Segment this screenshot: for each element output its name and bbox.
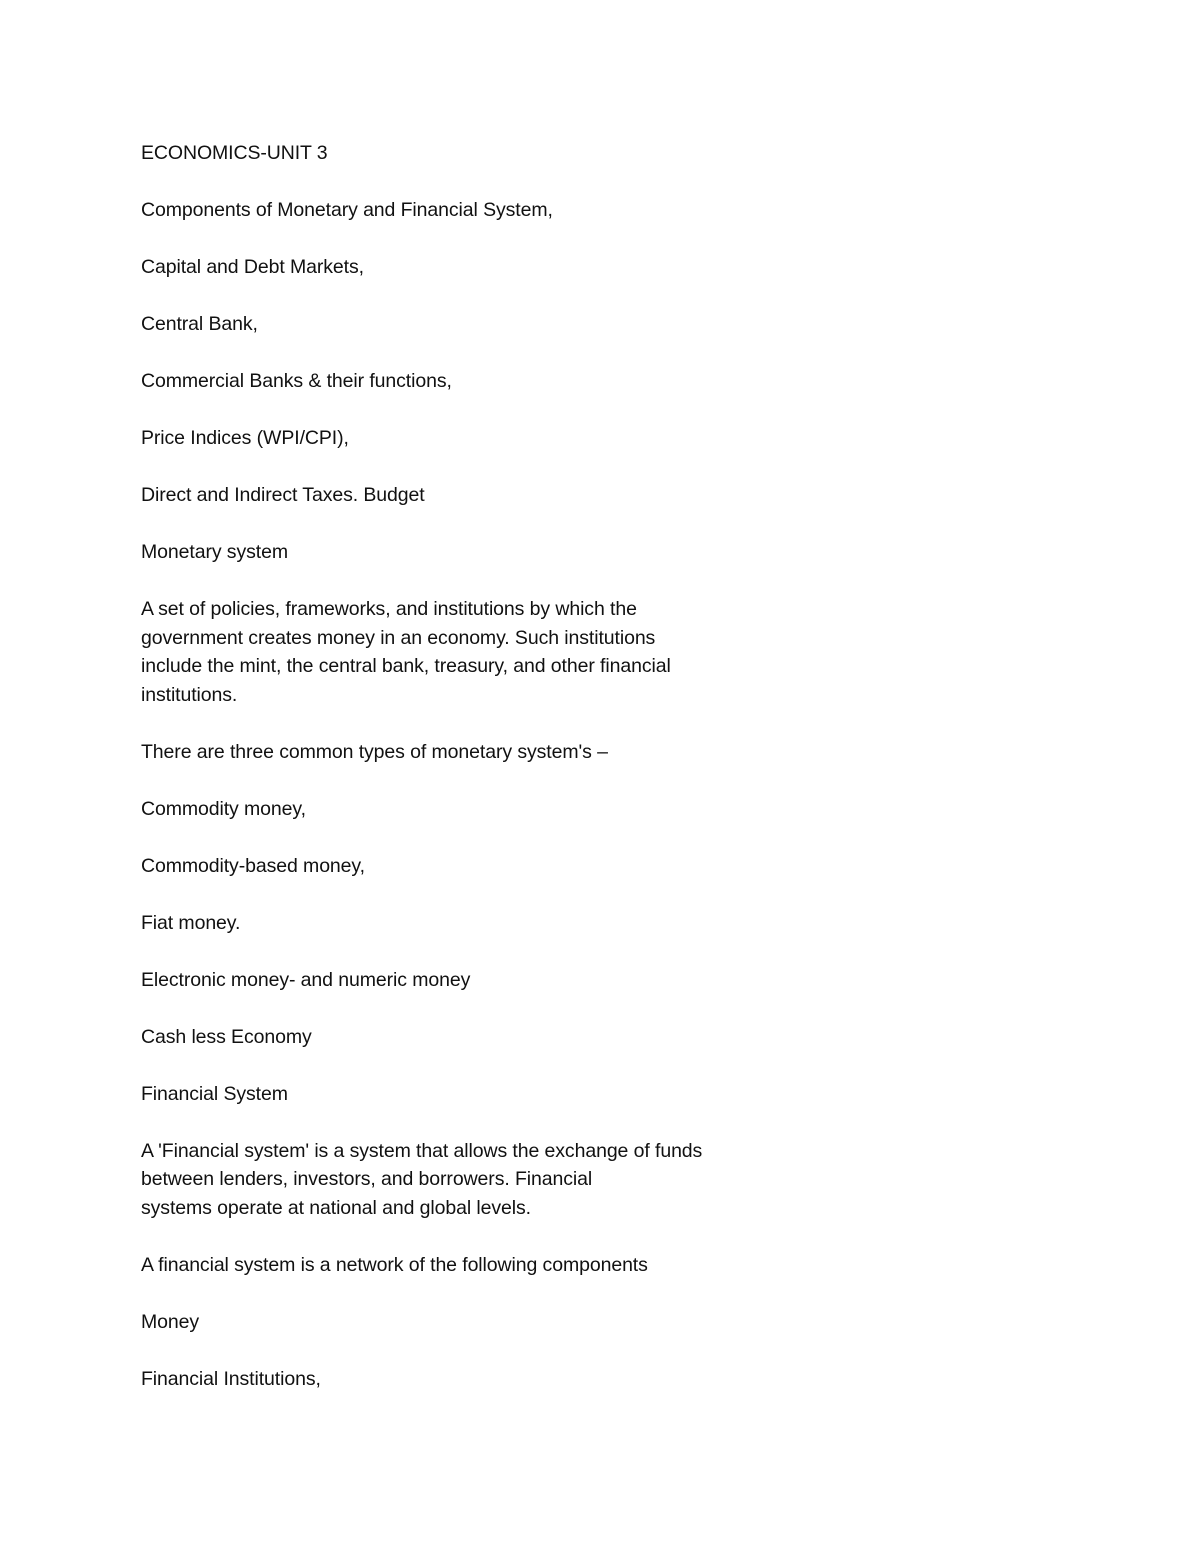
definition-line: systems operate at national and global levels. (141, 1196, 531, 1219)
definition-line: A set of policies, frameworks, and institutions by which the (141, 598, 637, 620)
topic-item: Direct and Indirect Taxes. Budget (141, 484, 425, 506)
monetary-type-item: Electronic money- and numeric money (141, 968, 471, 991)
monetary-system-heading: Monetary system (141, 541, 288, 563)
topic-item: Commercial Banks & their functions, (141, 370, 452, 392)
monetary-type-item: Commodity money, (141, 797, 306, 820)
definition-line: A 'Financial system' is a system that allows the exchange of funds (141, 1139, 703, 1162)
document-title: ECONOMICS-UNIT 3 (141, 142, 328, 164)
monetary-types-intro: There are three common types of monetary system's – (141, 740, 608, 763)
financial-components-intro: A financial system is a network of the following components (141, 1253, 648, 1276)
monetary-type-item: Cash less Economy (141, 1025, 312, 1048)
topic-item: Price Indices (WPI/CPI), (141, 427, 349, 449)
financial-system-definition (141, 1137, 821, 1223)
financial-system-heading: Financial System (141, 1082, 288, 1105)
definition-line: between lenders, investors, and borrowers. Financial (141, 1168, 593, 1190)
financial-component-item: Money (141, 1310, 200, 1333)
definition-line: institutions. (141, 683, 238, 706)
document-body (141, 139, 821, 1422)
topic-item: Central Bank, (141, 313, 258, 335)
topic-item: Capital and Debt Markets, (141, 256, 364, 278)
definition-line: include the mint, the central bank, treasury, and other financial (141, 655, 671, 677)
monetary-type-item: Fiat money. (141, 911, 241, 934)
monetary-system-definition (141, 595, 821, 709)
topic-item: Components of Monetary and Financial System, (141, 199, 553, 221)
financial-component-item: Financial Institutions, (141, 1367, 321, 1390)
monetary-type-item: Commodity-based money, (141, 854, 365, 877)
definition-line: government creates money in an economy. Such institutions (141, 626, 656, 649)
